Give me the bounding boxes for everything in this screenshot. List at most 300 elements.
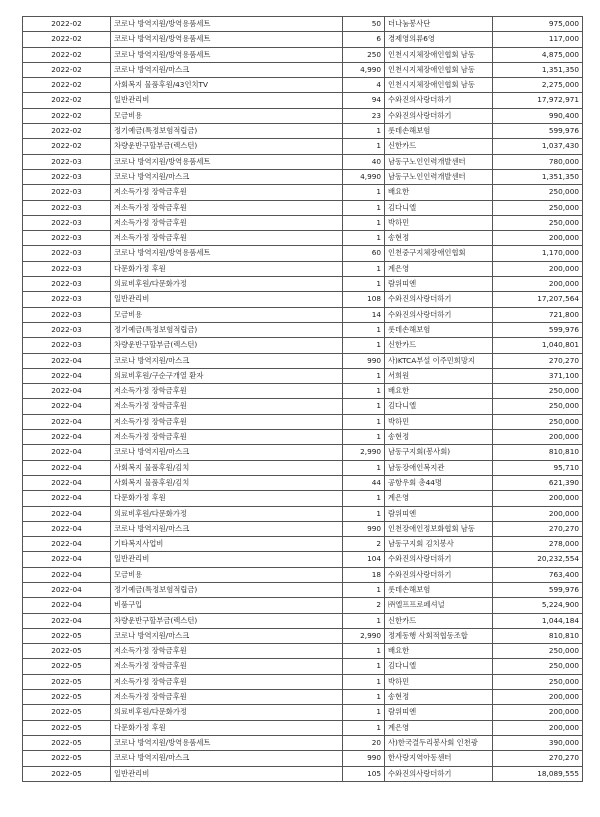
recipient-cell: 사)KTCA부설 이주민희망지 (385, 353, 493, 368)
amount-cell: 599,976 (493, 582, 583, 597)
expenditure-table (22, 16, 583, 782)
quantity-cell: 104 (343, 552, 385, 567)
amount-cell: 599,976 (493, 124, 583, 139)
amount-cell: 200,000 (493, 277, 583, 292)
date-cell: 2022-04 (23, 537, 111, 552)
recipient-cell: 배요한 (385, 384, 493, 399)
table-row (23, 200, 583, 215)
date-cell: 2022-04 (23, 475, 111, 490)
date-cell: 2022-04 (23, 384, 111, 399)
quantity-cell: 4 (343, 78, 385, 93)
date-cell: 2022-05 (23, 659, 111, 674)
table-row (23, 32, 583, 47)
date-cell: 2022-03 (23, 322, 111, 337)
date-cell: 2022-03 (23, 307, 111, 322)
item-cell: 코로나 방역지원/방역용품세트 (111, 32, 343, 47)
amount-cell: 5,224,900 (493, 598, 583, 613)
recipient-cell: 신한카드 (385, 338, 493, 353)
date-cell: 2022-04 (23, 491, 111, 506)
table-row (23, 414, 583, 429)
quantity-cell: 1 (343, 582, 385, 597)
quantity-cell: 1 (343, 322, 385, 337)
table-row (23, 322, 583, 337)
amount-cell: 18,089,555 (493, 766, 583, 781)
quantity-cell: 20 (343, 735, 385, 750)
table-row (23, 598, 583, 613)
recipient-cell: 수와진의사랑더하기 (385, 93, 493, 108)
recipient-cell: 송현정 (385, 690, 493, 705)
date-cell: 2022-05 (23, 674, 111, 689)
recipient-cell: 신한카드 (385, 139, 493, 154)
item-cell: 코로나 방역지원/방역용품세트 (111, 735, 343, 750)
item-cell: 의료비후원/구순구개열 환자 (111, 368, 343, 383)
table-row (23, 261, 583, 276)
item-cell: 다문화가정 후원 (111, 491, 343, 506)
table-row (23, 628, 583, 643)
table-row (23, 475, 583, 490)
table-row (23, 139, 583, 154)
recipient-cell: 더나눔봉사단 (385, 17, 493, 32)
amount-cell: 390,000 (493, 735, 583, 750)
quantity-cell: 1 (343, 690, 385, 705)
quantity-cell: 1 (343, 430, 385, 445)
recipient-cell: 사)한국결두리봉사회 인천광 (385, 735, 493, 750)
amount-cell: 810,810 (493, 445, 583, 460)
quantity-cell: 1 (343, 491, 385, 506)
table-row (23, 169, 583, 184)
recipient-cell: 김다니엘 (385, 659, 493, 674)
table-row (23, 735, 583, 750)
date-cell: 2022-05 (23, 690, 111, 705)
quantity-cell: 1 (343, 613, 385, 628)
amount-cell: 17,972,971 (493, 93, 583, 108)
date-cell: 2022-05 (23, 766, 111, 781)
recipient-cell: 박하민 (385, 215, 493, 230)
quantity-cell: 108 (343, 292, 385, 307)
date-cell: 2022-04 (23, 445, 111, 460)
quantity-cell: 1 (343, 261, 385, 276)
amount-cell: 990,400 (493, 108, 583, 123)
recipient-cell: 남동구노인인력개발센터 (385, 154, 493, 169)
recipient-cell: 서희원 (385, 368, 493, 383)
item-cell: 저소득가정 장학금후원 (111, 399, 343, 414)
quantity-cell: 1 (343, 659, 385, 674)
date-cell: 2022-04 (23, 521, 111, 536)
item-cell: 의료비후원/다문화가정 (111, 506, 343, 521)
table-row (23, 292, 583, 307)
date-cell: 2022-04 (23, 399, 111, 414)
date-cell: 2022-04 (23, 613, 111, 628)
item-cell: 저소득가정 장학금후원 (111, 200, 343, 215)
amount-cell: 250,000 (493, 384, 583, 399)
quantity-cell: 23 (343, 108, 385, 123)
item-cell: 다문화가정 후원 (111, 261, 343, 276)
recipient-cell: 송현정 (385, 231, 493, 246)
recipient-cell: 송현정 (385, 430, 493, 445)
item-cell: 코로나 방역지원/방역용품세트 (111, 17, 343, 32)
date-cell: 2022-04 (23, 460, 111, 475)
quantity-cell: 1 (343, 139, 385, 154)
quantity-cell: 1 (343, 200, 385, 215)
date-cell: 2022-02 (23, 62, 111, 77)
amount-cell: 250,000 (493, 399, 583, 414)
quantity-cell: 1 (343, 231, 385, 246)
item-cell: 차량운반구할부금(렉스턴) (111, 613, 343, 628)
table-row (23, 537, 583, 552)
table-row (23, 93, 583, 108)
item-cell: 사회복지 물품후원/김치 (111, 475, 343, 490)
date-cell: 2022-04 (23, 506, 111, 521)
quantity-cell: 4,990 (343, 62, 385, 77)
item-cell: 코로나 방역지원/마스크 (111, 751, 343, 766)
amount-cell: 270,270 (493, 353, 583, 368)
table-row (23, 644, 583, 659)
quantity-cell: 2 (343, 598, 385, 613)
amount-cell: 1,040,801 (493, 338, 583, 353)
table-row (23, 277, 583, 292)
amount-cell: 250,000 (493, 674, 583, 689)
item-cell: 저소득가정 장학금후원 (111, 414, 343, 429)
recipient-cell: 롯데손해보험 (385, 124, 493, 139)
item-cell: 의료비후원/다문화가정 (111, 705, 343, 720)
recipient-cell: 경제영의류6영 (385, 32, 493, 47)
item-cell: 차량운반구할부금(렉스턴) (111, 338, 343, 353)
date-cell: 2022-04 (23, 368, 111, 383)
quantity-cell: 990 (343, 521, 385, 536)
amount-cell: 250,000 (493, 414, 583, 429)
date-cell: 2022-05 (23, 751, 111, 766)
date-cell: 2022-03 (23, 215, 111, 230)
date-cell: 2022-03 (23, 185, 111, 200)
amount-cell: 200,000 (493, 506, 583, 521)
amount-cell: 1,044,184 (493, 613, 583, 628)
amount-cell: 780,000 (493, 154, 583, 169)
item-cell: 저소득가정 장학금후원 (111, 644, 343, 659)
quantity-cell: 44 (343, 475, 385, 490)
date-cell: 2022-02 (23, 108, 111, 123)
date-cell: 2022-03 (23, 246, 111, 261)
item-cell: 다문화가정 후원 (111, 720, 343, 735)
table-row (23, 124, 583, 139)
table-row (23, 154, 583, 169)
amount-cell: 278,000 (493, 537, 583, 552)
quantity-cell: 14 (343, 307, 385, 322)
amount-cell: 810,810 (493, 628, 583, 643)
item-cell: 정기예금(특정보험적립금) (111, 124, 343, 139)
item-cell: 코로나 방역지원/마스크 (111, 353, 343, 368)
table-row (23, 506, 583, 521)
table-row (23, 751, 583, 766)
quantity-cell: 1 (343, 185, 385, 200)
date-cell: 2022-02 (23, 47, 111, 62)
amount-cell: 200,000 (493, 491, 583, 506)
item-cell: 차량운반구할부금(렉스턴) (111, 139, 343, 154)
recipient-cell: 김다니엘 (385, 399, 493, 414)
date-cell: 2022-04 (23, 414, 111, 429)
date-cell: 2022-05 (23, 735, 111, 750)
table-row (23, 552, 583, 567)
date-cell: 2022-03 (23, 154, 111, 169)
table-row (23, 399, 583, 414)
amount-cell: 2,275,000 (493, 78, 583, 93)
quantity-cell: 1 (343, 674, 385, 689)
recipient-cell: 남동장애인복지관 (385, 460, 493, 475)
amount-cell: 270,270 (493, 521, 583, 536)
date-cell: 2022-04 (23, 598, 111, 613)
recipient-cell: 박하민 (385, 674, 493, 689)
amount-cell: 250,000 (493, 659, 583, 674)
recipient-cell: 인천중구지체장애인협회 (385, 246, 493, 261)
table-row (23, 307, 583, 322)
date-cell: 2022-02 (23, 93, 111, 108)
item-cell: 코로나 방역지원/마스크 (111, 169, 343, 184)
table-row (23, 368, 583, 383)
amount-cell: 4,875,000 (493, 47, 583, 62)
item-cell: 저소득가정 장학금후원 (111, 215, 343, 230)
amount-cell: 200,000 (493, 690, 583, 705)
table-row (23, 62, 583, 77)
item-cell: 의료비후원/다문화가정 (111, 277, 343, 292)
amount-cell: 250,000 (493, 644, 583, 659)
table-row (23, 460, 583, 475)
item-cell: 비품구입 (111, 598, 343, 613)
amount-cell: 250,000 (493, 200, 583, 215)
quantity-cell: 1 (343, 215, 385, 230)
date-cell: 2022-05 (23, 720, 111, 735)
table-row (23, 353, 583, 368)
amount-cell: 200,000 (493, 705, 583, 720)
item-cell: 코로나 방역지원/마스크 (111, 445, 343, 460)
recipient-cell: 수와진의사랑더하기 (385, 766, 493, 781)
item-cell: 코로나 방역지원/마스크 (111, 62, 343, 77)
item-cell: 코로나 방역지원/방역용품세트 (111, 246, 343, 261)
item-cell: 일반관리비 (111, 552, 343, 567)
quantity-cell: 1 (343, 460, 385, 475)
amount-cell: 1,170,000 (493, 246, 583, 261)
amount-cell: 200,000 (493, 430, 583, 445)
item-cell: 모금비용 (111, 567, 343, 582)
item-cell: 저소득가정 장학금후원 (111, 659, 343, 674)
quantity-cell: 40 (343, 154, 385, 169)
quantity-cell: 1 (343, 705, 385, 720)
item-cell: 정기예금(특정보험적립금) (111, 582, 343, 597)
date-cell: 2022-02 (23, 32, 111, 47)
amount-cell: 17,207,564 (493, 292, 583, 307)
recipient-cell: 계은영 (385, 720, 493, 735)
date-cell: 2022-02 (23, 124, 111, 139)
recipient-cell: 배요한 (385, 185, 493, 200)
quantity-cell: 2,990 (343, 628, 385, 643)
quantity-cell: 990 (343, 353, 385, 368)
recipient-cell: 람위띠엔 (385, 277, 493, 292)
recipient-cell: 수와진의사랑더하기 (385, 567, 493, 582)
amount-cell: 763,400 (493, 567, 583, 582)
table-row (23, 720, 583, 735)
table-row (23, 491, 583, 506)
quantity-cell: 1 (343, 720, 385, 735)
date-cell: 2022-03 (23, 277, 111, 292)
expenditure-sheet (22, 16, 582, 782)
quantity-cell: 1 (343, 338, 385, 353)
table-row (23, 659, 583, 674)
recipient-cell: 인천시지체장애인협회 남동 (385, 78, 493, 93)
table-row (23, 582, 583, 597)
amount-cell: 270,270 (493, 751, 583, 766)
recipient-cell: 공항우회 총44명 (385, 475, 493, 490)
amount-cell: 95,710 (493, 460, 583, 475)
item-cell: 사회복지 물품후원/43인치TV (111, 78, 343, 93)
date-cell: 2022-04 (23, 552, 111, 567)
amount-cell: 599,976 (493, 322, 583, 337)
table-row (23, 445, 583, 460)
date-cell: 2022-04 (23, 582, 111, 597)
amount-cell: 200,000 (493, 261, 583, 276)
item-cell: 코로나 방역지원/마스크 (111, 521, 343, 536)
quantity-cell: 1 (343, 399, 385, 414)
table-row (23, 246, 583, 261)
recipient-cell: 남동구지회(봉사회) (385, 445, 493, 460)
item-cell: 사회복지 물품후원/김치 (111, 460, 343, 475)
item-cell: 기타복지사업비 (111, 537, 343, 552)
date-cell: 2022-03 (23, 338, 111, 353)
date-cell: 2022-05 (23, 705, 111, 720)
item-cell: 저소득가정 장학금후원 (111, 231, 343, 246)
recipient-cell: 신한카드 (385, 613, 493, 628)
amount-cell: 20,232,554 (493, 552, 583, 567)
table-row (23, 17, 583, 32)
item-cell: 저소득가정 장학금후원 (111, 185, 343, 200)
quantity-cell: 990 (343, 751, 385, 766)
table-row (23, 521, 583, 536)
table-row (23, 185, 583, 200)
recipient-cell: 남동구노인인력개발센터 (385, 169, 493, 184)
amount-cell: 621,390 (493, 475, 583, 490)
table-row (23, 674, 583, 689)
amount-cell: 200,000 (493, 720, 583, 735)
recipient-cell: 인천시지체장애인협회 남동 (385, 47, 493, 62)
recipient-cell: 인천시지체장애인협회 남동 (385, 62, 493, 77)
recipient-cell: 수와진의사랑더하기 (385, 552, 493, 567)
recipient-cell: 수와진의사랑더하기 (385, 307, 493, 322)
quantity-cell: 1 (343, 368, 385, 383)
recipient-cell: 롯데손해보험 (385, 582, 493, 597)
quantity-cell: 250 (343, 47, 385, 62)
quantity-cell: 4,990 (343, 169, 385, 184)
recipient-cell: 배요한 (385, 644, 493, 659)
recipient-cell: 수와진의사랑더하기 (385, 292, 493, 307)
recipient-cell: 람위띠엔 (385, 506, 493, 521)
amount-cell: 250,000 (493, 185, 583, 200)
amount-cell: 200,000 (493, 231, 583, 246)
table-row (23, 690, 583, 705)
quantity-cell: 94 (343, 93, 385, 108)
amount-cell: 1,351,350 (493, 169, 583, 184)
table-row (23, 231, 583, 246)
date-cell: 2022-03 (23, 292, 111, 307)
recipient-cell: 남동구지회 김치봉사 (385, 537, 493, 552)
quantity-cell: 1 (343, 124, 385, 139)
table-row (23, 567, 583, 582)
date-cell: 2022-02 (23, 139, 111, 154)
table-row (23, 47, 583, 62)
amount-cell: 250,000 (493, 215, 583, 230)
table-row (23, 430, 583, 445)
amount-cell: 1,351,350 (493, 62, 583, 77)
quantity-cell: 1 (343, 414, 385, 429)
recipient-cell: 롯데손해보험 (385, 322, 493, 337)
item-cell: 코로나 방역지원/마스크 (111, 628, 343, 643)
recipient-cell: ㈜엘프프로페셔널 (385, 598, 493, 613)
recipient-cell: 박하민 (385, 414, 493, 429)
recipient-cell: 계은영 (385, 491, 493, 506)
recipient-cell: 계은영 (385, 261, 493, 276)
item-cell: 일반관리비 (111, 93, 343, 108)
date-cell: 2022-03 (23, 169, 111, 184)
item-cell: 저소득가정 장학금후원 (111, 384, 343, 399)
table-row (23, 78, 583, 93)
item-cell: 모금비용 (111, 307, 343, 322)
item-cell: 저소득가정 장학금후원 (111, 430, 343, 445)
quantity-cell: 105 (343, 766, 385, 781)
quantity-cell: 1 (343, 277, 385, 292)
table-row (23, 384, 583, 399)
table-body (23, 17, 583, 782)
quantity-cell: 1 (343, 644, 385, 659)
date-cell: 2022-02 (23, 17, 111, 32)
quantity-cell: 2 (343, 537, 385, 552)
table-row (23, 705, 583, 720)
date-cell: 2022-02 (23, 78, 111, 93)
date-cell: 2022-04 (23, 353, 111, 368)
table-row (23, 338, 583, 353)
quantity-cell: 1 (343, 384, 385, 399)
item-cell: 저소득가정 장학금후원 (111, 674, 343, 689)
date-cell: 2022-03 (23, 200, 111, 215)
date-cell: 2022-05 (23, 628, 111, 643)
item-cell: 코로나 방역지원/방역용품세트 (111, 47, 343, 62)
recipient-cell: 김다니엘 (385, 200, 493, 215)
item-cell: 코로나 방역지원/방역용품세트 (111, 154, 343, 169)
date-cell: 2022-03 (23, 261, 111, 276)
quantity-cell: 2,990 (343, 445, 385, 460)
recipient-cell: 람위띠엔 (385, 705, 493, 720)
recipient-cell: 한사랑지역아동센터 (385, 751, 493, 766)
date-cell: 2022-05 (23, 644, 111, 659)
table-row (23, 613, 583, 628)
quantity-cell: 60 (343, 246, 385, 261)
item-cell: 정기예금(특정보험적립금) (111, 322, 343, 337)
recipient-cell: 정계동행 사회적협동조합 (385, 628, 493, 643)
recipient-cell: 인천장애인정보화협회 남동 (385, 521, 493, 536)
item-cell: 모금비용 (111, 108, 343, 123)
amount-cell: 117,000 (493, 32, 583, 47)
date-cell: 2022-03 (23, 231, 111, 246)
item-cell: 일반관리비 (111, 766, 343, 781)
quantity-cell: 50 (343, 17, 385, 32)
table-row (23, 108, 583, 123)
quantity-cell: 1 (343, 506, 385, 521)
item-cell: 저소득가정 장학금후원 (111, 690, 343, 705)
date-cell: 2022-04 (23, 567, 111, 582)
amount-cell: 1,037,430 (493, 139, 583, 154)
table-row (23, 766, 583, 781)
item-cell: 일반관리비 (111, 292, 343, 307)
recipient-cell: 수와진의사랑더하기 (385, 108, 493, 123)
quantity-cell: 6 (343, 32, 385, 47)
table-row (23, 215, 583, 230)
amount-cell: 371,100 (493, 368, 583, 383)
amount-cell: 721,800 (493, 307, 583, 322)
